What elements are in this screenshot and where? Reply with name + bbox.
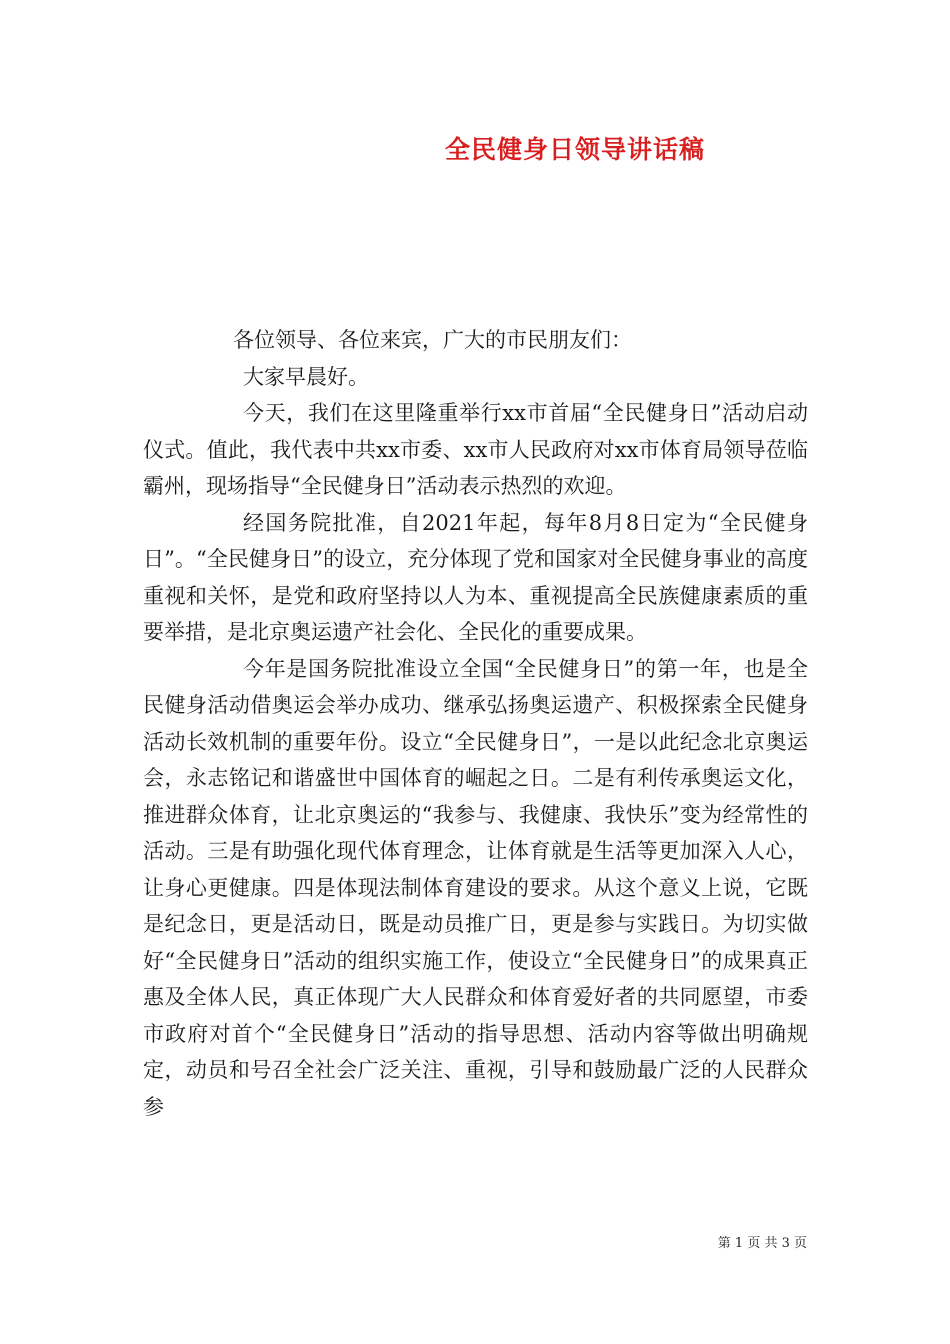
morning-greeting: 大家早晨好。 [243, 364, 369, 389]
paragraph-3: 今年是国务院批准设立全国“全民健身日”的第一年，也是全民健身活动借奥运会举办成功、继承弘扬奥运遗产、积极探索全民健身活动长效机制的重要年份。设立“全民健身日”，一是以此纪念北京奥运会，永志铭记和谐盛世中国体育的崛起之日。二是有利传承奥运文化，推进群众体育，让北京奥运的“我参与、我健康、我快乐”变为经常性的活动。三是有助强化现代体育理念，让体育就是生活等更加深入人心，让身心更健康。四是体现法制体育建设的要求。从这个意义上说，它既是纪念日，更是活动日，既是动员推广日，更是参与实践日。为切实做好“全民健身日”活动的组织实施工作，使设立“全民健身日”的成果真正惠及全体人民，真正体现广大人民群众和体育爱好者的共同愿望，市委市政府对首个“全民健身日”活动的指导思想、活动内容等做出明确规定，动员和号召全社会广泛关注、重视，引导和鼓励最广泛的人民群众参 [143, 656, 808, 1119]
paragraph-1: 今天，我们在这里隆重举行xx市首届“全民健身日”活动启动仪式。值此，我代表中共xx市委、xx市人民政府对xx市体育局领导莅临霸州，现场指导“全民健身日”活动表示热烈的欢迎。 [143, 401, 808, 498]
document-title: 全民健身日领导讲话稿 [444, 135, 705, 164]
paragraph-2: 经国务院批准，自2021年起，每年8月8日定为“全民健身日”。“全民健身日”的设立，充分体现了党和国家对全民健身事业的高度重视和关怀，是党和政府坚持以人为本、重视提高全民族健康素质的重要举措，是北京奥运遗产社会化、全民化的重要成果。 [143, 510, 808, 644]
page-footer: 第 1 页 共 3 页 [717, 1236, 807, 1251]
greeting-line: 各位领导、各位来宾，广大的市民朋友们： [233, 328, 632, 352]
document-body [143, 322, 808, 1125]
